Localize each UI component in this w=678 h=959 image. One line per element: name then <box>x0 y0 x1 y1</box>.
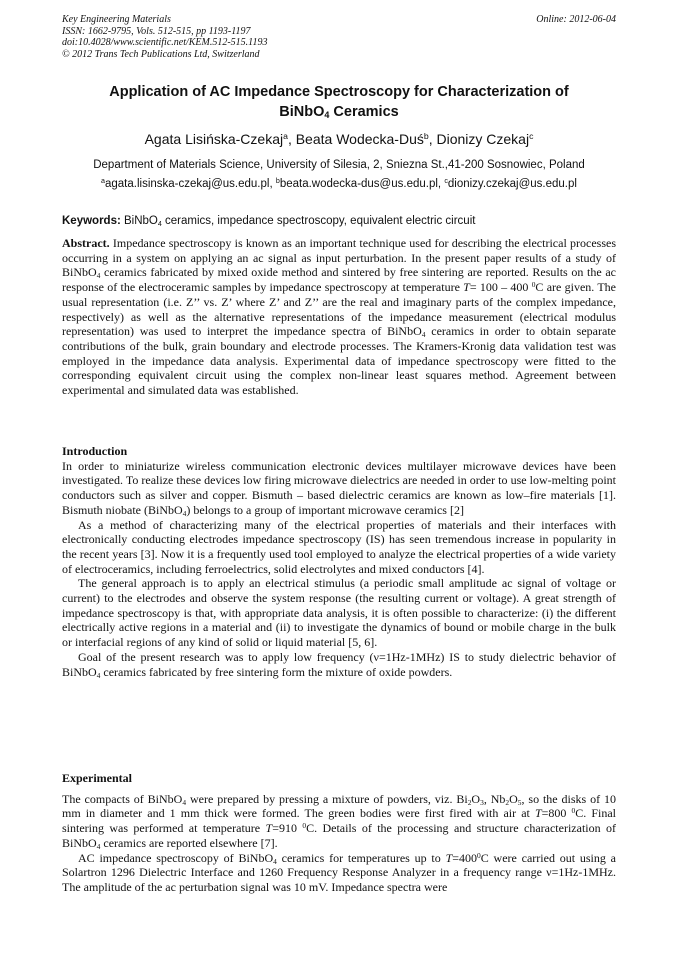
introduction-heading: Introduction <box>62 444 128 458</box>
author-list <box>62 130 616 148</box>
journal-header <box>62 14 616 60</box>
journal-copyright: © 2012 Trans Tech Publications Ltd, Switzerland <box>62 48 260 60</box>
paragraph: The compacts of BiNbO$_4$ were prepared by pressing a mixture of powders, viz. $Bi_2O_3$, $Nb_2O_5$, so the disks of 10 mm in diameter and 1 mm thick were formed. The green bodies were first fired with air at T=800 $^0$C. Final sintering was performed at temperature T=910 $^0$C. Details of the processing and structure characterization of BiNbO$_4$ ceramics are reported elsewhere [7]. <box>62 791 617 851</box>
paragraph: In order to miniaturize wireless communication electronic devices multilayer microwave devices have been investigated. To realize these devices low firing microwave dielectrics are needed in order to use low-melting point conductors such as silver and copper. Bismuth – based dielectric ceramics are known as low–fire materials [1]. Bismuth niobate (BiNbO$_4$) belongs to a group of important microwave ceramics [2] <box>62 458 616 518</box>
online-date: Online: 2012-06-04 <box>536 14 616 25</box>
introduction-section <box>62 444 616 679</box>
abstract-paragraph: Abstract. Impedance spectroscopy is known as an important technique used for describing the electrical processes occurring in a system on applying an ac signal as input perturbation. In the present paper results of a study of BiNbO$_4$ ceramics fabricated by mixed oxide method and sintered by free sintering are reported. Results on the ac response of the electroceramic samples by impedance spectroscopy at temperature T= 100 – 400 $^0$C are given. The usual representation (i.e. Z’’ vs. Z’ where Z’ and Z’’ are the real and imaginary parts of the complex impedance, respectively) as well as the alternative representations of the impedance measurement (electrical modulus representation) was used to interpret the impedance spectra of BiNbO$_4$ ceramics in order to obtain separate contributions of the bulk, grain boundary and electrode processes. The Kramers-Kronig data validation test was employed in the impedance data analysis. Experimental data of impedance spectroscopy were fitted to the corresponding equivalent circuit using the complex non-linear least squares method. Agreement between experimental and simulated data was established. <box>62 236 616 398</box>
experimental-heading: Experimental <box>62 771 132 785</box>
title-line-1: Application of AC Impedance Spectroscopy for Characterization of <box>109 84 569 100</box>
abstract-label: Abstract. <box>62 236 110 250</box>
author: Beata Wodecka-Duś$^b$, <box>295 131 437 147</box>
affiliation: Department of Materials Science, University of Silesia, 2, Sniezna St.,41-200 Sosnowiec, Poland <box>93 159 585 171</box>
keywords: Keywords: BiNbO$_4$ ceramics, impedance spectroscopy, equivalent electric circuit <box>62 215 476 228</box>
journal-doi: doi:10.4028/www.scientific.net/KEM.512-515.1193 <box>62 37 268 48</box>
author: Agata Lisińska-Czekaj$^a$, <box>144 131 296 147</box>
email-link[interactable]: $^b$beata.wodecka-dus@us.edu.pl <box>275 177 438 190</box>
author-emails: $^a$agata.lisinska-czekaj@us.edu.pl, $^b$beata.wodecka-dus@us.edu.pl, $^c$dionizy.czekaj@us.edu.pl <box>101 177 577 190</box>
email-link[interactable]: $^a$agata.lisinska-czekaj@us.edu.pl <box>101 177 270 190</box>
experimental-section <box>62 771 616 895</box>
paper-title <box>62 82 616 122</box>
journal-name: Key Engineering Materials <box>62 14 171 25</box>
paragraph: As a method of characterizing many of the electrical properties of materials and their interfaces with electronically conducting electrodes impedance spectroscopy (IS) has seen tremendous increase in popularity in the recent years [3]. Now it is a frequently used tool employed to analyze the electrical properties of a wide variety of electroceramics, including ferroelectrics, solid electrolytes and mixed conductors [4]. <box>62 517 616 576</box>
title-line-2: BiNbO$_4$ Ceramics <box>279 104 399 121</box>
keywords-label: Keywords: <box>62 215 121 227</box>
journal-issn: ISSN: 1662-9795, Vols. 512-515, pp 1193-1197 <box>62 25 251 37</box>
email-link[interactable]: $^c$dionizy.czekaj@us.edu.pl <box>444 177 577 190</box>
paragraph: Goal of the present research was to apply low frequency (ν=1Hz-1MHz) IS to study dielectric behavior of BiNbO$_4$ ceramics fabricated by free sintering form the mixture of oxide powders. <box>62 649 616 680</box>
paragraph: The general approach is to apply an electrical stimulus (a periodic small amplitude ac signal of voltage or current) to the electrodes and observe the system response (the resulting current or voltage). A great strength of impedance spectroscopy is that, with appropriate data analysis, it is often possible to characterize: (i) the different electrically active regions in a material and (ii) to investigate the dynamics of bound or mobile charge in the bulk or interfacial regions of any kind of solid or liquid material [5, 6]. <box>62 576 616 650</box>
author: Dionizy Czekaj$^c$ <box>436 131 534 147</box>
abstract-section <box>62 236 616 398</box>
paragraph: AC impedance spectroscopy of BiNbO$_4$ ceramics for temperatures up to $T=400^0C$ were carried out using a Solartron 1296 Dielectric Interface and 1260 Frequency Response Analyzer in a frequency range ν=1Hz-1MHz. The amplitude of the ac perturbation signal was 10 mV. Impedance spectra were <box>62 850 617 894</box>
